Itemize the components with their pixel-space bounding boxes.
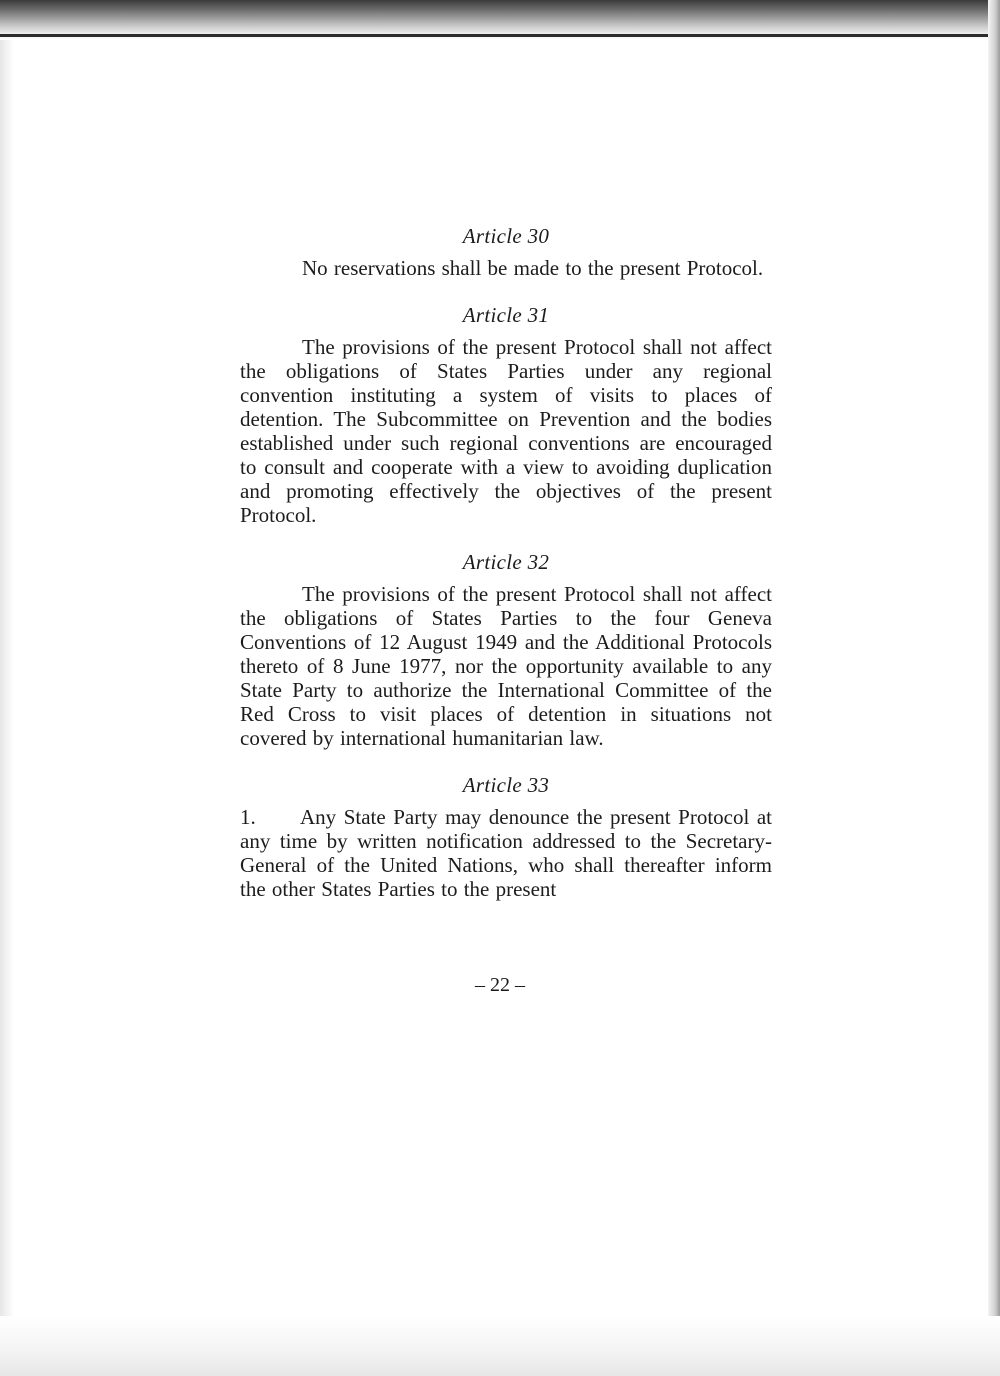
article-33 <box>240 771 772 901</box>
paragraph-number: 1. <box>240 805 256 829</box>
article-paragraph: No reservations shall be made to the present Protocol. <box>302 256 764 280</box>
scan-top-line <box>0 34 1000 37</box>
page-number: – 22 – <box>475 974 525 996</box>
scan-bottom-edge <box>0 1316 1000 1376</box>
article-heading: Article 31 <box>462 303 550 327</box>
article-30 <box>240 222 772 280</box>
document-page <box>240 222 772 922</box>
scan-left-edge <box>0 0 14 1376</box>
article-32 <box>240 548 772 750</box>
paragraph-text: Any State Party may denounce the present Protocol at any time by written notification addressed to the Secretary-General of the United Nations, who shall thereafter inform the other States Parties to the present <box>240 805 772 901</box>
article-paragraph: The provisions of the present Protocol shall not affect the obligations of States Parties to the four Geneva Conventions of 12 August 1949 and the Additional Protocols thereto of 8 June 1977, nor the opportunity available to any State Party to authorize the International Committee of the Red Cross to visit places of detention in situations not covered by international humanitarian law. <box>240 582 772 750</box>
scan-right-edge <box>988 0 1000 1376</box>
article-31 <box>240 301 772 527</box>
article-numbered-paragraph <box>240 805 772 901</box>
article-heading: Article 33 <box>462 773 550 797</box>
article-heading: Article 30 <box>462 224 550 248</box>
article-paragraph: The provisions of the present Protocol shall not affect the obligations of States Parties under any regional convention instituting a system of visits to places of detention. The Subcommittee on Prevention and the bodies established under such regional conventions are encouraged to consult and cooperate with a view to avoiding duplication and promoting effectively the objectives of the present Protocol. <box>240 335 772 527</box>
article-heading: Article 32 <box>462 550 550 574</box>
